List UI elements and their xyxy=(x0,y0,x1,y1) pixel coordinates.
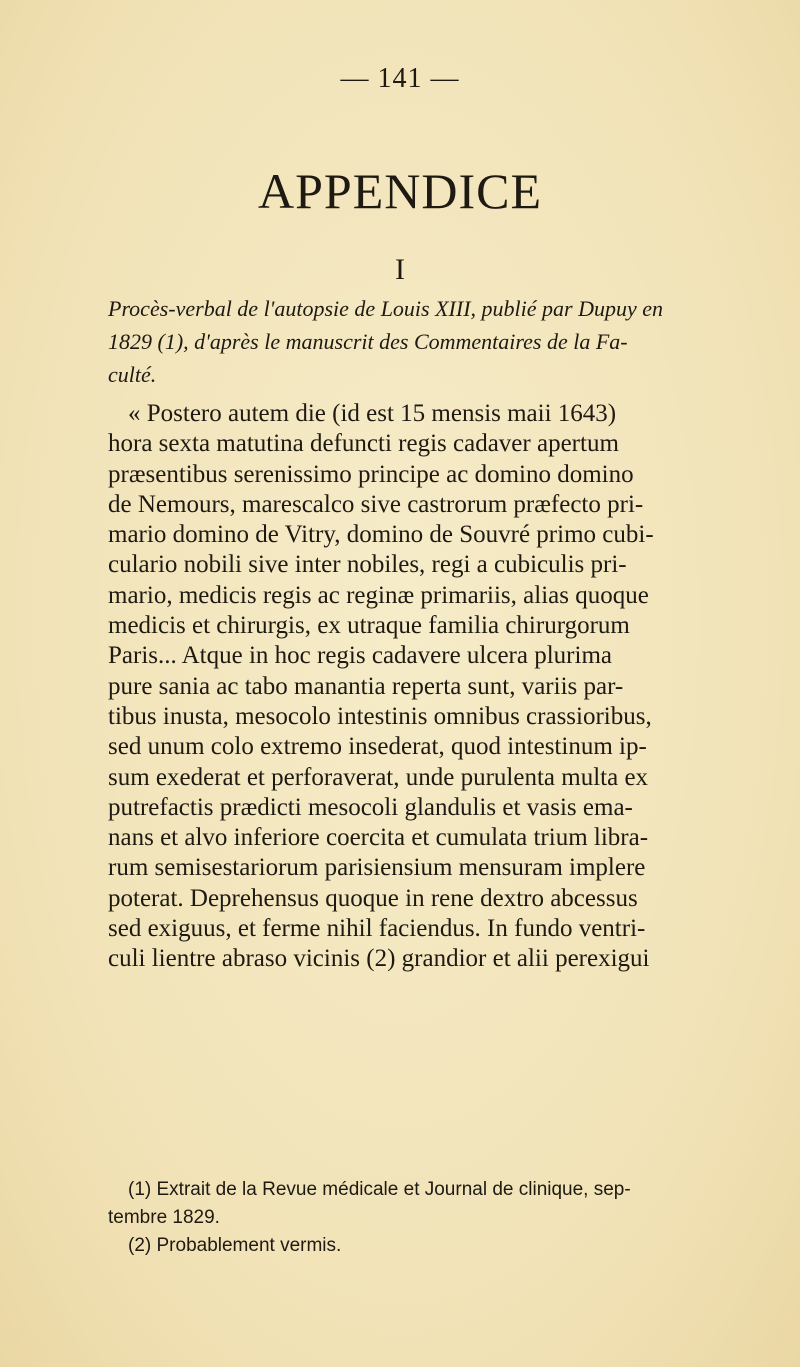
body-line: culario nobili sive inter nobiles, regi a cubiculis pri- xyxy=(108,551,627,579)
section-subtitle xyxy=(108,292,708,391)
subtitle-line: Procès-verbal de l'autopsie de Louis XIII, publié par Dupuy en xyxy=(108,296,663,321)
body-line: pure sania ac tabo manantia reperta sunt, variis par- xyxy=(108,672,624,700)
body-line: mario domino de Vitry, domino de Souvré primo cubi- xyxy=(108,521,654,549)
footnote-line: (1) Extrait de la Revue médicale et Journal de clinique, sep- xyxy=(128,1179,631,1200)
body-line: sed exiguus, et ferme nihil faciendus. In fundo ventri- xyxy=(108,915,646,943)
body-line: hora sexta matutina defuncti regis cadaver apertum xyxy=(108,430,619,458)
body-line: rum semisestariorum parisiensium mensuram implere xyxy=(108,854,646,882)
footnote-line: tembre 1829. xyxy=(108,1207,220,1228)
body-line: tibus inusta, mesocolo intestinis omnibus crassioribus, xyxy=(108,702,652,730)
body-text xyxy=(108,399,748,975)
body-line: mario, medicis regis ac reginæ primariis, alias quoque xyxy=(108,581,649,609)
footnote-line: (2) Probablement vermis. xyxy=(128,1235,342,1256)
body-line: sed unum colo extremo insederat, quod intestinum ip- xyxy=(108,733,647,761)
page-title: APPENDICE xyxy=(257,163,543,219)
body-line: sum exederat et perforaverat, unde purulenta multa ex xyxy=(108,763,649,791)
body-line: putrefactis prædicti mesocoli glandulis et vasis ema- xyxy=(108,793,633,821)
body-line: « Postero autem die (id est 15 mensis maii 1643) xyxy=(128,400,617,427)
body-line: de Nemours, marescalco sive castrorum præfecto pri- xyxy=(108,490,644,518)
footnotes xyxy=(108,1176,748,1260)
body-line: Paris... Atque in hoc regis cadavere ulcera plurima xyxy=(108,642,612,670)
body-line: medicis et chirurgis, ex utraque familia chirurgorum xyxy=(108,612,630,640)
section-number: I xyxy=(395,253,405,286)
subtitle-line: culté. xyxy=(108,362,157,387)
subtitle-line: 1829 (1), d'après le manuscrit des Commentaires de la Fa- xyxy=(108,329,628,354)
body-line: poterat. Deprehensus quoque in rene dextro abcessus xyxy=(108,884,638,912)
page-number: — 141 — xyxy=(340,63,460,94)
body-line: culi lientre abraso vicinis (2) grandior et alii perexigui xyxy=(108,945,650,973)
body-line: nans et alvo inferiore coercita et cumulata trium libra- xyxy=(108,824,649,852)
body-line: præsentibus serenissimo principe ac domino domino xyxy=(108,460,634,488)
